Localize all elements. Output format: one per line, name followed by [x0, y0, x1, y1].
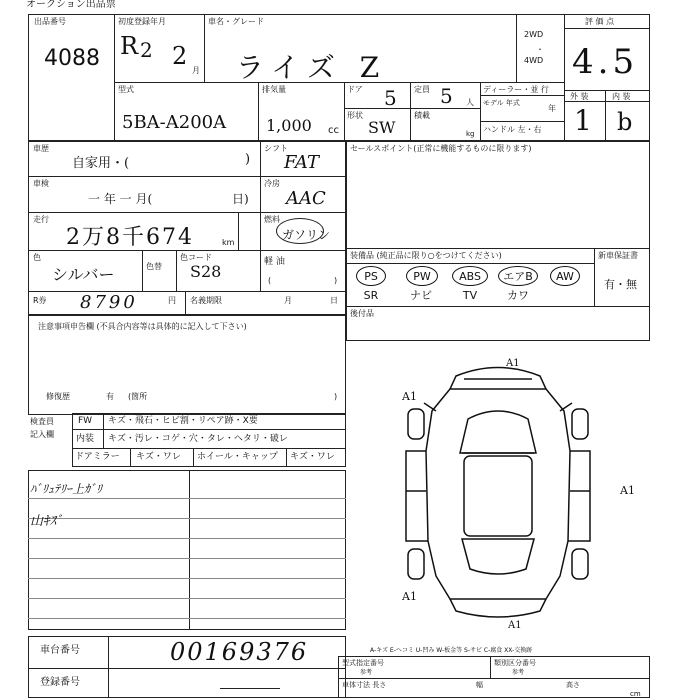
- light-oil-label: 軽 油: [264, 257, 285, 267]
- registration-label: 名義期限: [190, 296, 222, 305]
- inspection-label: 車検: [33, 179, 49, 188]
- displacement-unit: cc: [328, 125, 339, 136]
- interior-label: 内 装: [612, 92, 631, 101]
- remark-2: 山ｷｽﾞ: [30, 514, 63, 529]
- damage-mark-1: A1: [506, 358, 520, 369]
- ac-value: AAC: [286, 188, 326, 209]
- shift-label: シフト: [264, 144, 288, 153]
- evaluation-label: 評 価 点: [585, 17, 615, 26]
- color-code: S28: [190, 262, 222, 281]
- equipment-item: AW: [550, 266, 580, 286]
- drive-4wd: 4WD: [524, 56, 544, 65]
- color-label: 色: [33, 253, 41, 262]
- exterior-grade: 1: [574, 104, 592, 137]
- equipment-item: SR: [363, 289, 379, 302]
- load-unit: kg: [466, 130, 475, 138]
- recycle-unit: 円: [168, 296, 176, 305]
- capacity-value: 5: [440, 84, 453, 108]
- drive-2wd: 2WD: [524, 30, 544, 39]
- interior-grade: b: [617, 108, 633, 136]
- reg-number-label: 登録番号: [40, 677, 80, 688]
- color-value: シルバー: [52, 265, 115, 284]
- month-unit: 月: [192, 66, 200, 75]
- first-reg-year: 2: [140, 38, 153, 62]
- inspector-label-1: 検査員: [30, 417, 54, 426]
- displacement-value: 1,000: [266, 116, 312, 135]
- retrofit-label: 後付品: [350, 309, 374, 318]
- header-title: オークション出品票: [26, 0, 116, 10]
- remark-1: ﾊﾞﾘｭﾃﾘｰ上ｶﾞﾘ: [30, 482, 103, 496]
- fuel-label: 燃料: [264, 215, 280, 224]
- damage-legend: A-キズ E-ヘコミ U-凹み W-板金等 S-サビ C-腐食 XX-交換跡: [370, 647, 533, 654]
- warranty-value: 有・無: [604, 278, 637, 291]
- category-label: 車歴: [33, 144, 49, 153]
- repair-label: 修復歴: [46, 392, 70, 401]
- damage-mark-4: A1: [402, 590, 417, 603]
- dealer-label: ディーラー・並 行: [483, 85, 549, 94]
- color-change-label: 色替: [146, 262, 162, 271]
- equipment-item: エアB: [498, 266, 538, 286]
- lot-number: 4088: [44, 46, 100, 71]
- doors-value: 5: [384, 86, 397, 110]
- first-reg-era: R: [120, 32, 139, 60]
- ac-label: 冷房: [264, 179, 280, 188]
- equipment-item: ABS: [452, 266, 488, 286]
- damage-mark-2: A1: [402, 390, 417, 403]
- model-name-label: 車名・グレード: [208, 17, 264, 26]
- damage-mark-3: A1: [620, 484, 635, 497]
- mileage-label: 走行: [33, 215, 49, 224]
- fuel-value: ガソリン: [282, 228, 331, 242]
- capacity-label: 定員: [414, 85, 430, 94]
- category-value: 自家用・(: [72, 156, 130, 171]
- type-label: 型式: [118, 85, 134, 94]
- chassis-label: 車台番号: [40, 645, 80, 656]
- equipment-item: ナビ: [410, 289, 432, 302]
- inspection-value: 一 年 一 月(: [88, 192, 153, 206]
- equipment-label: 装備品 (純正品に限り○をつけてください): [350, 251, 502, 260]
- notes-label: 注意事項申告欄 (不具合内容等は具体的に記入して下さい): [38, 322, 247, 331]
- recycle-label: R券: [33, 296, 47, 305]
- shape-label: 形状: [347, 111, 363, 120]
- first-reg-month: 2: [172, 42, 188, 70]
- chassis-number: 00169376: [170, 638, 309, 666]
- first-reg-label: 初度登録年月: [118, 17, 166, 26]
- handle-label: ハンドル 左・右: [483, 125, 542, 134]
- equipment-item: TV: [462, 289, 478, 302]
- shift-value: FAT: [284, 152, 319, 173]
- shape-value: SW: [368, 118, 396, 137]
- model-year-unit: 年: [548, 104, 556, 113]
- sales-points-label: セールスポイント(正常に機能するものに限ります): [350, 144, 532, 153]
- capacity-unit: 人: [466, 98, 474, 107]
- color-code-label: 色コード: [180, 253, 212, 262]
- equipment-item: PS: [356, 266, 386, 286]
- recycle-value: 8790: [80, 292, 138, 313]
- inspector-label-2: 記入欄: [30, 430, 54, 439]
- exterior-label: 外 装: [570, 92, 589, 101]
- sales-equipment: [346, 141, 650, 341]
- model-name-value: ライズ Z: [236, 51, 388, 84]
- equipment-item: カワ: [507, 289, 529, 302]
- damage-mark-5: A1: [508, 620, 522, 631]
- lot-label: 出品番号: [34, 17, 66, 26]
- new-car-warranty-label: 新車保証書: [598, 251, 638, 260]
- mileage-unit: km: [222, 238, 235, 247]
- type-value: 5BA-A200A: [122, 112, 227, 133]
- evaluation-score: 4.5: [572, 42, 639, 82]
- displacement-label: 排気量: [262, 85, 286, 94]
- load-label: 積載: [414, 111, 430, 120]
- equipment-item: PW: [406, 266, 438, 286]
- doors-label: ドア: [347, 85, 363, 94]
- model-year-label: モデル 年式: [483, 99, 520, 107]
- car-damage-diagram: [346, 341, 650, 641]
- mileage-value: 2万8千674: [66, 225, 194, 250]
